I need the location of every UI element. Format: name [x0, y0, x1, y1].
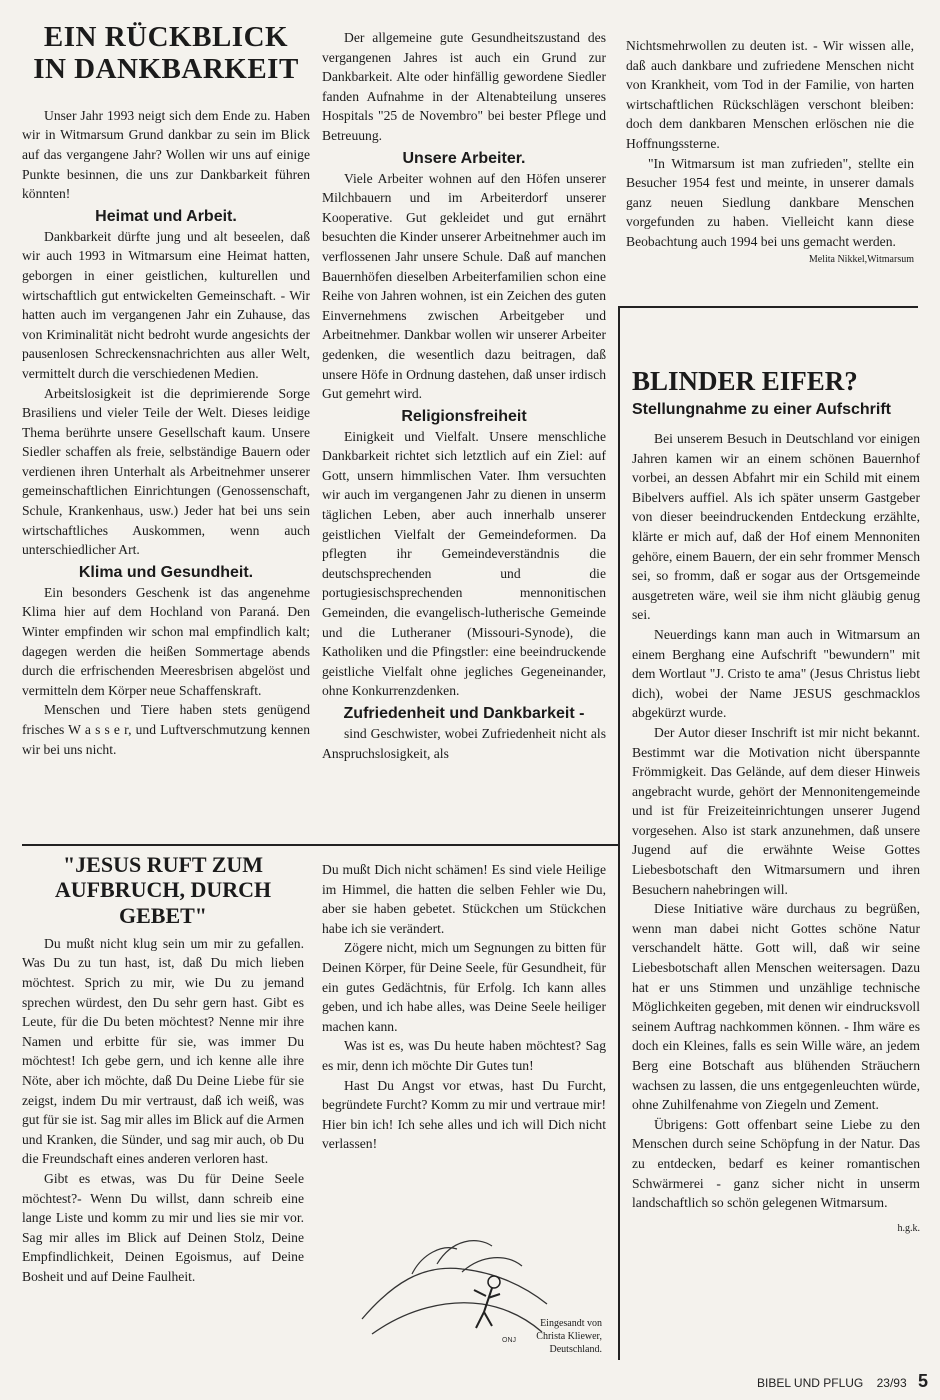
paragraph: Unser Jahr 1993 neigt sich dem Ende zu. Haben wir in Witmarsum Grund dankbar zu sein im Blick auf das vergangene Jahr? Wollen wir uns auf einige Punkte besinnen, die uns zur Dankbarkeit führen könnten! — [22, 107, 310, 202]
section-heading: Religionsfreiheit — [401, 407, 527, 425]
magazine-name: BIBEL UND PFLUG — [757, 1376, 864, 1390]
credit-line: Deutschland. — [549, 1344, 602, 1355]
svg-text:ONJ: ONJ — [502, 1337, 516, 1344]
credit-line: Christa Kliewer, — [536, 1331, 602, 1342]
article-gebet-col1 — [22, 852, 304, 1352]
author-signature: h.g.k. — [897, 1222, 920, 1234]
paragraph: Viele Arbeiter wohnen auf den Höfen unserer Milchbauern und im Arbeiterdorf unserer Kooperative. Gut gekleidet und gut ernährt besuchten die Kinder unserer Arbeitnehmer auch im verflossenen Jahr unsere Schule. Daß auf manchen Bauernhöfen dieselben Arbeiterfamilien schon eine Reihe von Jahren wohnen, ist ein Zeichen des guten Einvernehmens zwischen Arbeitgeber und Arbeitnehmer. Dankbar wollen wir unserer Arbeiter gedenken, die wesentlich dazu beitragen, daß unsere Höfe in Ordnung dastehen, daß unser irdisch Gut gemehrt wird. — [322, 170, 606, 402]
page-footer — [757, 1371, 928, 1392]
paragraph: Ein besonders Geschenk ist das angenehme Klima hier auf dem Hochland von Paraná. Den Winter empfinden wir schon mal empfindlich kalt; dagegen werden die heißen Sommertage abends durch die erfrischenden Meeresbrisen abgelöst und vermitteln dem Körper neue Schaffenskraft. — [22, 584, 310, 698]
paragraph: Übrigens: Gott offenbart seine Liebe zu den Menschen durch seine Schöpfung in der Natur. Das zu entdecken, bedarf es keiner romantischen Schwärmerei - ganz sicher nicht in unserm landschaftlich so schön gelegenen Witmarsum. — [632, 1116, 920, 1211]
paragraph: Der allgemeine gute Gesundheitszustand des vergangenen Jahres ist auch ein Grund zur Dankbarkeit. Alte oder hinfällig gewordene Siedler fanden Aufnahme in der Altenabteilung unseres Hospitals "25 de Novembro" bei bester Pflege und Betreuung. — [322, 30, 606, 143]
article-blinder-eifer — [632, 366, 920, 1364]
section-rule — [618, 306, 918, 308]
paragraph: Du mußt nicht klug sein um mir zu gefallen. Was Du zu tun hast, ist, daß Du mich lieben möchtest. Sprich zu mir, wie Du zu jemand sprechen würdest, den Du sehr gern hast. Gibt es Leute, für die Du beten möchtest? Nenne mir ihre Namen und erbitte für sie, was immer Du möchtest! Ich gebe gern, und ich kenne alle ihre Nöte, aber ich möchte, daß Du Deine Liebe für sie zeigst, indem Du mir vertraust, daß ich weiß, was gut für sie ist. Sag mir alles im Blick auf die Armen und Kranken, die Sünder, und sag mir auch, ob Du die Freundschaft eines anderen verloren hast. — [22, 935, 304, 1167]
paragraph: Nichtsmehrwollen zu deuten ist. - Wir wissen alle, daß auch dankbare und zufriedene Menschen nicht von Krankheit, vom Tod in der Familie, von harten wirtschaftlichen Rückschlägen verschont bleiben: doch dem dankbaren Menschen erlöschen nie die Hoffnungssterne. — [626, 38, 914, 151]
contributor-credit — [536, 1317, 602, 1356]
paragraph: Arbeitslosigkeit ist die deprimierende Sorge Brasiliens und vieler Teile der Welt. Dieses leidige Thema berührte unsere Gesellschaft kaum. Unsere Siedler schaffen als freie, selbständige Bauern oder verdienen ihren Unterhalt als Arbeitnehmer unserer gemeinschaftlichen Einrichtungen (Genossenschaft, Schule, Krankenhaus, usw.) Jeder hat bei uns sein wirtschaftliches Auskommen, wenn auch unterschiedlicher Art. — [22, 385, 310, 558]
paragraph: Gibt es etwas, was Du für Deine Seele möchtest?- Wenn Du willst, dann schreib eine lange Liste und komm zu mir und lies sie mir vor. Sag mir alles im Blick auf Deinen Stolz, Deine Empfindlichkeit, Deinen Egoismus, auf Deine Bosheit und auf Deine Faulheit. — [22, 1171, 304, 1284]
hand-sketch-illustration — [352, 1224, 552, 1354]
issue-number: 23/93 — [876, 1376, 907, 1390]
paragraph: "In Witmarsum ist man zufrieden", stellte ein Besucher 1954 fest und meinte, in unserer damals ganz neuen Siedlung dankbare Menschen vorgefunden zu haben. Vielleicht kann diese Beobachtung auch 1994 bei uns gemacht werden. — [626, 155, 914, 249]
article-title: EIN RÜCKBLICK IN DANKBARKEIT — [33, 22, 299, 85]
paragraph: Zögere nicht, mich um Segnungen zu bitten für Deinen Körper, für Deine Seele, für Gesundheit, für ein gutes Gedächtnis, für Erfolg. Ich kann alles geben, und ich habe alles, was Deine Seele heiliger machen kann. — [322, 940, 606, 1034]
article-gebet-col2 — [322, 860, 606, 1356]
article-title: "JESUS RUFT ZUM AUFBRUCH, DURCH GEBET" — [54, 852, 272, 928]
paragraph: Diese Initiative wäre durchaus zu begrüßen, wenn man dabei nicht Gottes schöne Natur verschandelt hätte. Gott will, daß wir seine Liebesbotschaft allen Menschen weitersagen. Dazu hat er uns Stimmen und unzählige technische Möglichkeiten gegeben, mit denen wir eindrucksvoll seinem Auftrag nachkommen können. - Ihm wäre es doch ein Kleines, falls es sein Wille wäre, an jedem Berg eine Botschaft aus blühenden Sträuchern wachsen zu lassen, die uns entgegenleuchten würde, ohne Zuhilfenahme von Ziegeln und Zement. — [632, 901, 920, 1113]
paragraph: Der Autor dieser Inschrift ist mir nicht bekannt. Bestimmt war die Motivation nicht überspannte Frömmigkeit. Das Gelände, auf dem dieser Hinweis angebracht wurde, gehört der Mennonitengemeinde und ist für Freizeiteinrichtungen unserer Jugend vorgesehen. Also ist stark anzunehmen, daß unsere Jugend auf die erwähnte Weise Gottes Liebesbotschaft den Witmarsumern und ihren Besuchern nahebringen will. — [632, 724, 920, 897]
paragraph: Du mußt Dich nicht schämen! Es sind viele Heilige im Himmel, die hatten die selben Fehler wie Du, aber sie haben gebetet. Stückchen um Stückchen habe ich sie verändert. — [322, 862, 606, 936]
paragraph: Neuerdings kann man auch in Witmarsum an einem Berghang eine Aufschrift "bewundern" mit dem Wortlaut "J. Cristo te ama" (Jesus Christus liebt dich), wobei der Name JESUS geschmacklos abgekürzt wurde. — [632, 626, 920, 721]
page-number: 5 — [917, 1371, 928, 1391]
section-heading: Zufriedenheit und Dankbarkeit - — [343, 705, 585, 722]
credit-line: Eingesandt von — [540, 1318, 602, 1329]
paragraph: Was ist es, was Du heute haben möchtest? Sag es mir, denn ich möchte Dir Gutes tun! — [322, 1038, 606, 1073]
paragraph: Dankbarkeit dürfte jung und alt beseelen, daß wir auch 1993 in Witmarsum eine Heimat hatten, geborgen in einer geistlichen, kulturellen und wirtschaftlich gut entwickelten Gemeinschaft. - Wir hatten auch im vergangenen Jahr ein Zuhause, das von Kriminalität nicht bedroht wurde angesichts der pausenlosen Schreckensnachrichten aus aller Welt, vermittelt durch die verschiedenen Medien. — [22, 228, 310, 381]
paragraph: Bei unserem Besuch in Deutschland vor einigen Jahren kamen wir an einem schönen Bauernhof vorbei, an dessen Abfahrt mir ein Schild mit einem Bibelvers auffiel. Als ich später unserm Gastgeber von dieser beeindruckenden Entdeckung erzählte, klärte er mich auf, daß der Hof einem Mennoniten gehöre, einem Bauern, der ein sehr frommer Mensch sei, so fromm, daß er sogar aus der Ortsgemeinde ausgetreten wäre, weil sie ihm nicht gläubig genug sei. — [632, 431, 920, 623]
paragraph: Hast Du Angst vor etwas, hast Du Furcht, begründete Furcht? Komm zu mir und vertraue mir! Hier bin ich! Ich sehe alles und ich will Dich nicht verlassen! — [322, 1077, 606, 1152]
section-heading: Klima und Gesundheit. — [78, 563, 254, 581]
section-heading: Unsere Arbeiter. — [402, 149, 526, 167]
article-rueckblick-col2 — [322, 28, 606, 842]
author-signature: Melita Nikkel,Witmarsum — [808, 253, 914, 265]
section-rule — [22, 844, 618, 846]
column-rule — [618, 306, 620, 1360]
article-rueckblick-col3 — [626, 36, 914, 304]
paragraph: sind Geschwister, wobei Zufriedenheit nicht als Anspruchslosigkeit, als — [322, 726, 606, 761]
paragraph: Menschen und Tiere haben stets genügend frisches W a s s e r, und Luftverschmutzung kennen wir bei uns nicht. — [22, 702, 310, 757]
article-subtitle: Stellungnahme zu einer Aufschrift — [632, 401, 891, 418]
paragraph: Einigkeit und Vielfalt. Unsere menschliche Dankbarkeit richtet sich letztlich auf ein Ziel: auf Gott, unsern himmlischen Vater. Ihm versuchten wir auch im vergangenen Jahr zu dienen in unserm täglichen Leben, aber auch innerhalb unserer geistlichen Vielfalt der Gemeindeformen. Da pflegten ihr Gemeindeverständnis die deutschsprechenden und die portugiesischsprechenden mennonitischen Gemeinden, die evangelisch-lutherische Gemeinde und die Lutheraner (Missouri-Synode), die Katholiken und die Pfingstler: eine beeindruckende geistliche Vielfalt ohne jegliches Gegeneinander, ohne Konkurrenzdenken. — [322, 428, 606, 699]
section-heading: Heimat und Arbeit. — [95, 207, 237, 225]
article-rueckblick-col1 — [22, 22, 310, 842]
article-title: BLINDER EIFER? — [632, 366, 858, 396]
